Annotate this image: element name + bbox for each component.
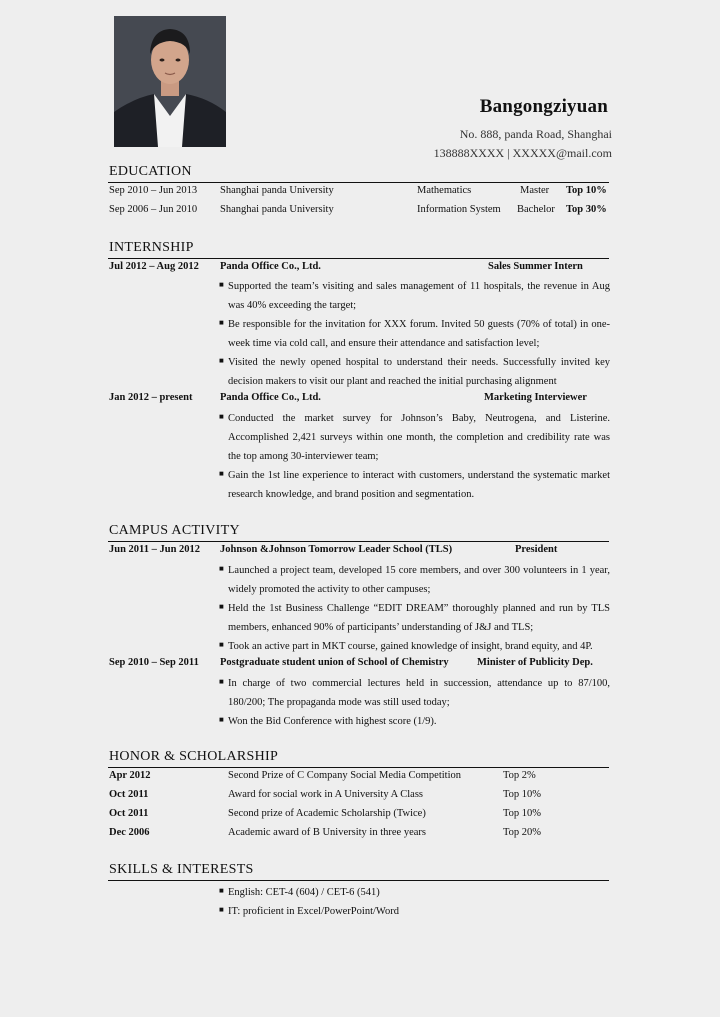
activity-dates: Sep 2010 – Sep 2011 bbox=[109, 657, 199, 668]
bullet-text: Won the Bid Conference with highest score (1/9). bbox=[228, 716, 437, 727]
address: No. 888, panda Road, Shanghai bbox=[459, 127, 612, 141]
education-row bbox=[0, 204, 720, 223]
honor-rank: Top 2% bbox=[503, 770, 536, 781]
skill-text: English: CET-4 (604) / CET-6 (541) bbox=[228, 887, 380, 898]
square-bullet-icon: ■ bbox=[219, 318, 224, 327]
bullet-text: Gain the 1st line experience to interact with customers, understand the systematic market research knowledge, and brand position and segmentation. bbox=[228, 470, 610, 500]
honor-desc: Award for social work in A University A Class bbox=[228, 789, 424, 800]
square-bullet-icon: ■ bbox=[219, 412, 224, 421]
activity-dates: Jun 2011 – Jun 2012 bbox=[109, 544, 201, 555]
profile-photo bbox=[114, 16, 226, 147]
section-title-skills: SKILLS & INTERESTS bbox=[109, 862, 254, 877]
honor-date: Oct 2011 bbox=[109, 789, 149, 800]
activity-org: Johnson &Johnson Tomorrow Leader School (TLS) bbox=[220, 544, 453, 555]
section-title-honor: HONOR & SCHOLARSHIP bbox=[109, 749, 279, 764]
job-role: Marketing Interviewer bbox=[484, 392, 587, 403]
section-title-campus: CAMPUS ACTIVITY bbox=[109, 523, 240, 538]
education-dates: Sep 2010 – Jun 2013 bbox=[109, 185, 198, 196]
job-dates: Jul 2012 – Aug 2012 bbox=[109, 261, 199, 272]
section-divider bbox=[108, 541, 609, 542]
section-divider bbox=[108, 182, 609, 183]
education-major: Information System bbox=[417, 204, 501, 215]
section-title-education: EDUCATION bbox=[109, 164, 192, 179]
activity-role: Minister of Publicity Dep. bbox=[477, 657, 593, 668]
section-divider bbox=[108, 880, 609, 881]
education-degree: Bachelor bbox=[517, 204, 555, 215]
square-bullet-icon: ■ bbox=[219, 564, 224, 573]
honor-row bbox=[0, 808, 720, 827]
honor-rank: Top 10% bbox=[503, 789, 542, 800]
square-bullet-icon: ■ bbox=[219, 715, 224, 724]
education-school: Shanghai panda University bbox=[220, 204, 334, 215]
bullet-text: Supported the team’s visiting and sales management of 11 hospitals, the revenue in Aug was 40% exceeding the target; bbox=[228, 281, 610, 311]
bullet-text: Visited the newly opened hospital to understand their needs. Successfully invited key decision makers to visit our plant and reached the initial purchasing alignment bbox=[228, 357, 610, 387]
section-divider bbox=[108, 767, 609, 768]
job-dates: Jan 2012 – present bbox=[109, 392, 193, 403]
education-rank: Top 30% bbox=[566, 204, 607, 215]
honor-desc: Second Prize of C Company Social Media Competition bbox=[228, 770, 462, 781]
education-dates: Sep 2006 – Jun 2010 bbox=[109, 204, 198, 215]
honor-date: Apr 2012 bbox=[109, 770, 151, 781]
job-role: Sales Summer Intern bbox=[488, 261, 583, 272]
skill-text: IT: proficient in Excel/PowerPoint/Word bbox=[228, 906, 399, 917]
honor-rank: Top 20% bbox=[503, 827, 542, 838]
activity-org: Postgraduate student union of School of Chemistry bbox=[220, 657, 449, 668]
section-title-internship: INTERNSHIP bbox=[109, 240, 194, 255]
phone-email: 138888XXXX | XXXXX@mail.com bbox=[433, 146, 612, 160]
square-bullet-icon: ■ bbox=[219, 280, 224, 289]
honor-rank: Top 10% bbox=[503, 808, 542, 819]
honor-desc: Second prize of Academic Scholarship (Twice) bbox=[228, 808, 426, 819]
education-rank: Top 10% bbox=[566, 185, 607, 196]
education-row bbox=[0, 185, 720, 204]
bullet-text: Took an active part in MKT course, gained knowledge of insight, brand equity, and 4P. bbox=[228, 641, 593, 652]
square-bullet-icon: ■ bbox=[219, 886, 224, 895]
job-company: Panda Office Co., Ltd. bbox=[220, 261, 321, 272]
honor-date: Oct 2011 bbox=[109, 808, 149, 819]
bullet-text: In charge of two commercial lectures held in succession, attendance up to 87/100, 180/200; The propaganda mode was still used today; bbox=[228, 678, 610, 708]
square-bullet-icon: ■ bbox=[219, 640, 224, 649]
square-bullet-icon: ■ bbox=[219, 905, 224, 914]
education-degree: Master bbox=[520, 185, 550, 196]
square-bullet-icon: ■ bbox=[219, 469, 224, 478]
education-major: Mathematics bbox=[417, 185, 472, 196]
honor-row bbox=[0, 789, 720, 808]
bullet-text: Conducted the market survey for Johnson’s Baby, Neutrogena, and Listerine. Accomplished 2,421 surveys within one month, the completion and credibility rate was the top among 30-interviewer team; bbox=[228, 413, 610, 462]
square-bullet-icon: ■ bbox=[219, 677, 224, 686]
honor-date: Dec 2006 bbox=[109, 827, 150, 838]
education-school: Shanghai panda University bbox=[220, 185, 334, 196]
bullet-text: Held the 1st Business Challenge “EDIT DREAM” thoroughly planned and run by TLS members, enhanced 90% of participants’ understanding of J&J and TLS; bbox=[228, 603, 610, 633]
section-divider bbox=[108, 258, 609, 259]
bullet-text: Be responsible for the invitation for XXX forum. Invited 50 guests (70% of total) in one-week time via cold call, and ensure their attendance and satisfaction level; bbox=[228, 319, 610, 349]
honor-row bbox=[0, 770, 720, 789]
honor-row bbox=[0, 827, 720, 846]
candidate-name: Bangongziyuan bbox=[479, 96, 608, 117]
honor-desc: Academic award of B University in three years bbox=[228, 827, 426, 838]
bullet-text: Launched a project team, developed 15 core members, and over 300 volunteers in 1 year, widely promoted the activity to other campuses; bbox=[228, 565, 610, 595]
activity-role: President bbox=[515, 544, 558, 555]
job-company: Panda Office Co., Ltd. bbox=[220, 392, 321, 403]
square-bullet-icon: ■ bbox=[219, 602, 224, 611]
square-bullet-icon: ■ bbox=[219, 356, 224, 365]
